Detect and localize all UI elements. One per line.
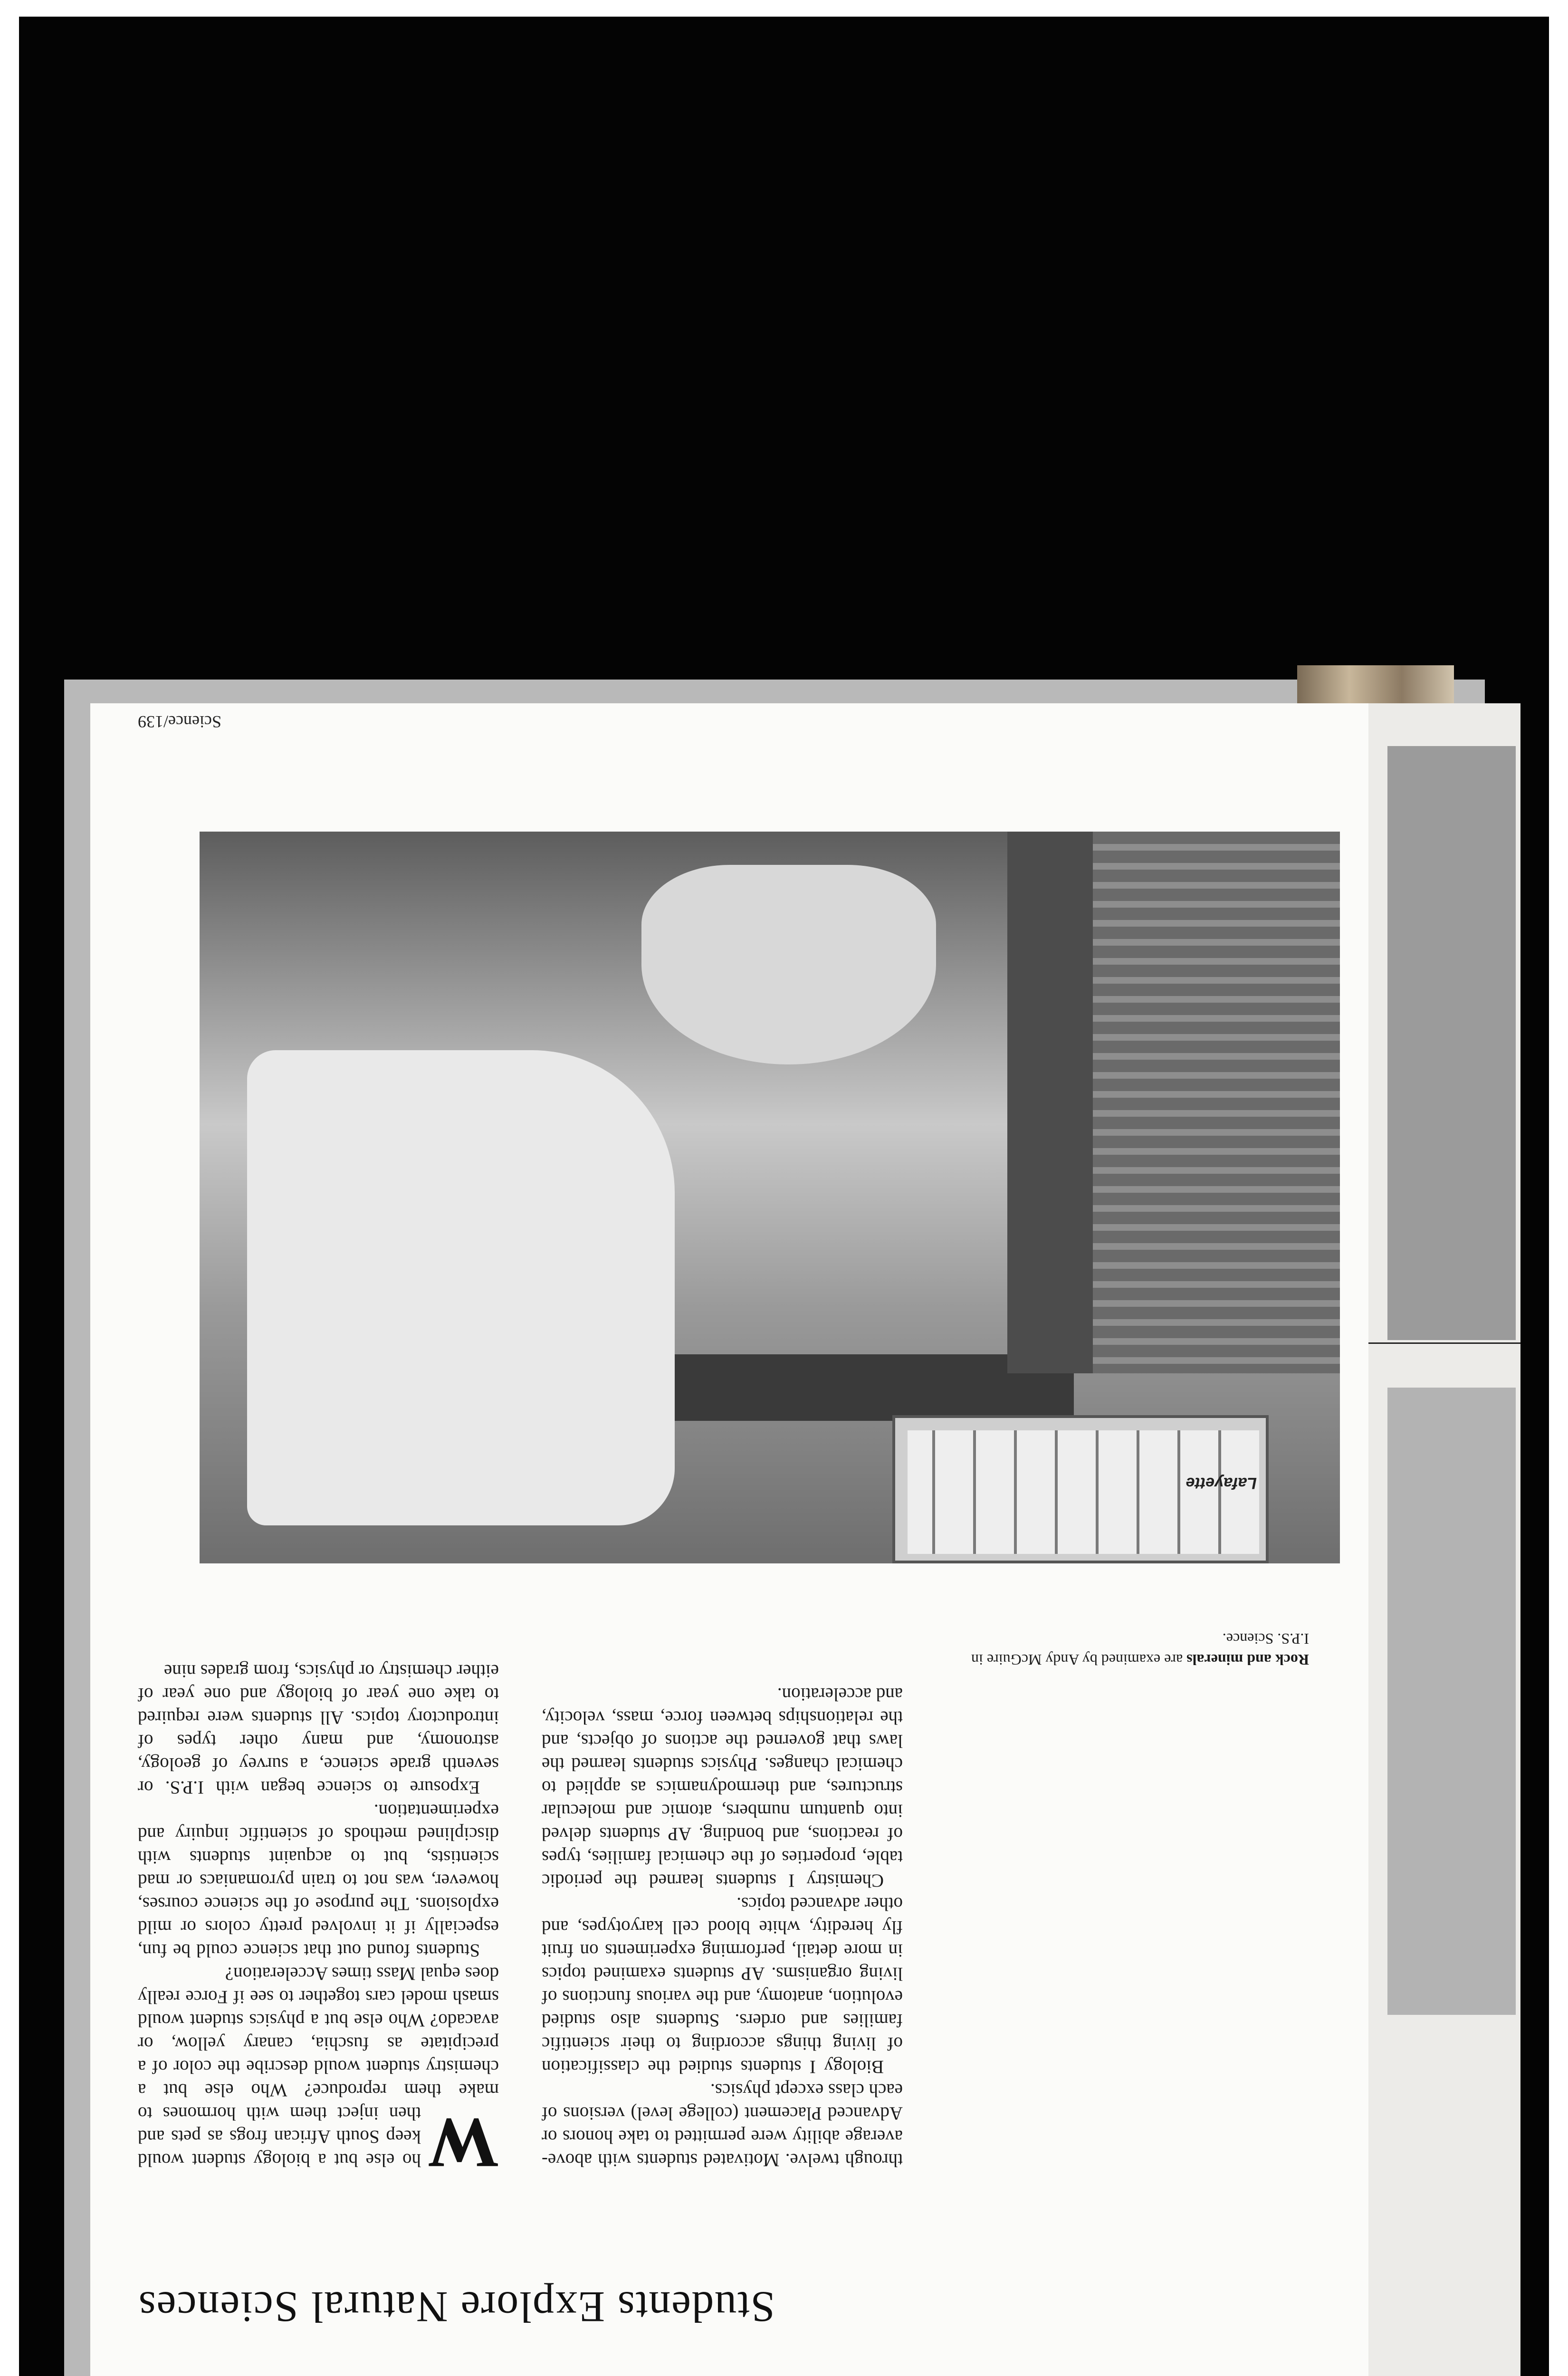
paragraph: Exposure to science began with I.P.S. or seventh grade science, a survey of geology, astronomy, and many other types of introductory topics. All students were required to take one year of biology and one year of either chemistry or physics, from grades nine (138, 1661, 499, 1798)
facing-page-edge (1368, 703, 1520, 2376)
drop-cap: W (428, 2104, 499, 2183)
caption-lead: Rock and minerals (1186, 1651, 1309, 1668)
classroom-photo (200, 832, 1340, 1563)
title-area (138, 2281, 1383, 2333)
text-column-1 (138, 1659, 499, 2183)
facing-photo-top (1387, 746, 1516, 1340)
facing-photo-bottom (1387, 1388, 1516, 2015)
photo-white-shirt (247, 1050, 675, 1525)
photo-mineral-samples (908, 1430, 1259, 1554)
page-folio: Science/139 (138, 712, 221, 731)
page-title: Students Explore Natural Sciences (138, 2283, 775, 2331)
photo-caption (938, 1629, 1309, 1670)
photo-blond-hair (641, 865, 936, 1064)
photo-striped-shirt (1093, 832, 1340, 1373)
paragraph: Biology I students studied the classification of living things according to their scientific families and orders. Students also studied evolution, anatomy, and the various functions of living organisms. AP students examined topics in more detail, performing experiments on fruit fly heredity, white blood cell karyotypes, and other advanced topics. (542, 1894, 903, 2077)
paragraph: through twelve. Motivated students with above-average ability were permitted to take honors or Advanced Placement (college level) versions of each class except physics. (542, 2080, 903, 2170)
facing-divider (1368, 1342, 1520, 1344)
paragraph (138, 1962, 499, 2183)
text-column-2 (542, 1683, 903, 2172)
caption-text: are examined by Andy McGuire in I.P.S. Science. (971, 1630, 1309, 1668)
paragraph-text: ho else but a biology student would keep South African frogs as pets and then inject them with hormones to make them reproduce? Who else but a chemistry student would describe the color of a precipitate as fuschia, canary yellow, or avacado? Who else but a physics student would smash model cars together to see if Force really does equal Mass times Acceleration? (138, 1964, 499, 2170)
photo-box-label: Lafayette (1186, 1474, 1257, 1492)
paragraph: Chemistry I students learned the periodic table, properties of the chemical families, types of reactions, and bonding. AP students delved into quantum numbers, atomic and molecular structures, and thermodynamics as applied to chemical changes. Physics students learned the laws that governed the actions of objects, and the relationships between force, mass, velocity, and acceleration. (542, 1684, 903, 1891)
paragraph: Students found out that science could be fun, especially if it involved pretty colors or mild explosions. The purpose of the science courses, however, was not to train pyromaniacs or mad scientists, but to acquaint students with disciplined methods of scientific inquiry and experimentation. (138, 1801, 499, 1961)
